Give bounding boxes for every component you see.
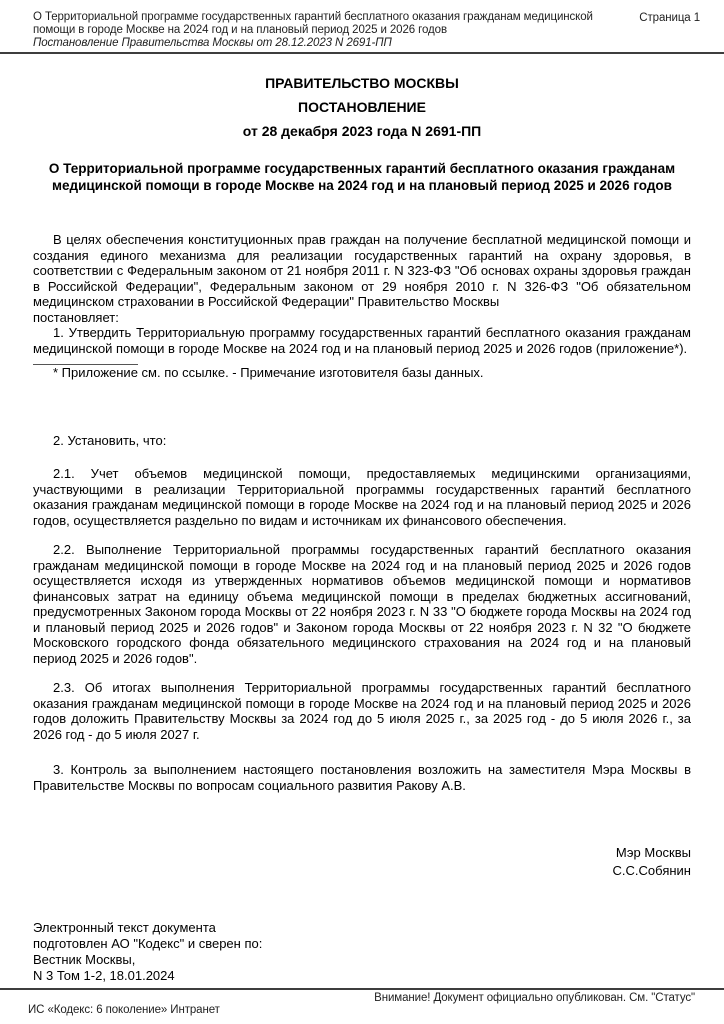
signatory-position: Мэр Москвы xyxy=(615,845,691,860)
preamble-paragraph: В целях обеспечения конституционных прав граждан на получение бесплатной медицинской помощи и создания единого механизма для реализации государственных гарантий на охрану здоровья, в соответствии с Федеральным законом от 21 ноября 2011 г. N 323-ФЗ "Об основах охраны здоровья граждан в Российской Федерации", Федеральным законом от 29 ноября 2010 г. N 326-ФЗ "Об обязательном медицинском страховании в Российской Федерации" Правительство Москвы xyxy=(33,232,691,309)
issuing-authority: ПРАВИТЕЛЬСТВО МОСКВЫ xyxy=(265,75,459,91)
item-2-paragraph: 2. Установить, что: xyxy=(53,432,167,448)
viewer-header xyxy=(33,11,700,49)
header-document-description: О Территориальной программе государственных гарантий бесплатного оказания гражданам медицинской помощи в городе Москве на 2024 год и на плановый период 2025 и 2026 годов xyxy=(33,11,593,36)
document-type: ПОСТАНОВЛЕНИЕ xyxy=(298,99,426,115)
signatory-name: С.С.Собянин xyxy=(612,863,691,878)
item-1-paragraph: 1. Утвердить Территориальную программу государственных гарантий бесплатного оказания гражданам медицинской помощи в городе Москве на 2024 год и на плановый период 2025 и 2026 годов (приложение*). xyxy=(33,325,691,356)
publisher-note-line: Электронный текст документа xyxy=(33,920,216,935)
publisher-note-line: N 3 Том 1-2, 18.01.2024 xyxy=(33,968,175,983)
page-number-label: Страница 1 xyxy=(639,12,700,24)
publisher-note xyxy=(33,920,262,984)
signature-block xyxy=(613,844,691,880)
footer-system-name: ИС «Кодекс: 6 поколение» Интранет xyxy=(28,1004,220,1016)
resolves-label: постановляет: xyxy=(33,309,119,325)
footer-status-notice: Внимание! Документ официально опубликован. См. "Статус" xyxy=(374,992,695,1004)
publisher-note-line: подготовлен АО "Кодекс" и сверен по: xyxy=(33,936,263,951)
footer-divider xyxy=(0,988,724,990)
header-document-reference: Постановление Правительства Москвы от 28.12.2023 N 2691-ПП xyxy=(33,36,392,49)
header-divider xyxy=(0,52,724,54)
item-2-1-paragraph: 2.1. Учет объемов медицинской помощи, предоставляемых медицинскими организациями, участвующими в реализации Территориальной программы государственных гарантий бесплатного оказания гражданам медицинской помощи в городе Москве на 2024 год и на плановый период 2025 и 2026 годов, осуществляется раздельно по видам и источникам их финансового обеспечения. xyxy=(33,466,691,528)
document-title: О Территориальной программе государственных гарантий бесплатного оказания гражданам медицинской помощи в городе Москве на 2024 год и на плановый период 2025 и 2026 годов xyxy=(48,161,676,193)
footnote-text: * Приложение см. по ссылке. - Примечание изготовителя базы данных. xyxy=(53,365,484,380)
item-2-3-paragraph: 2.3. Об итогах выполнения Территориальной программы государственных гарантий бесплатного оказания гражданам медицинской помощи в городе Москве на 2024 год и на плановый период 2025 и 2026 годов доложить Правительству Москвы за 2024 год до 5 июля 2025 г., за 2025 год - до 5 июля 2026 г., за 2026 год - до 5 июля 2027 г. xyxy=(33,680,691,742)
publisher-note-line: Вестник Москвы, xyxy=(33,952,136,967)
document-date-number: от 28 декабря 2023 года N 2691-ПП xyxy=(242,123,482,139)
item-3-paragraph: 3. Контроль за выполнением настоящего постановления возложить на заместителя Мэра Москвы в Правительстве Москвы по вопросам социального развития Ракову А.В. xyxy=(33,762,691,793)
item-2-2-paragraph: 2.2. Выполнение Территориальной программы государственных гарантий бесплатного оказания гражданам медицинской помощи в городе Москве на 2024 год и на плановый период 2025 и 2026 годов осуществляется исходя из утвержденных нормативов объемов медицинской помощи и нормативов финансовых затрат на единицу объема медицинской помощи в пределах бюджетных ассигнований, предусмотренных Законом города Москвы от 22 ноября 2023 г. N 33 "О бюджете города Москвы на 2024 год и плановый период 2025 и 2026 годов" и Законом города Москвы от 22 ноября 2023 г. N 32 "О бюджете Московского городского фонда обязательного медицинского страхования на 2024 год и на плановый период 2025 и 2026 годов". xyxy=(33,542,691,666)
header-document-info xyxy=(33,11,621,49)
document-body xyxy=(33,64,691,793)
